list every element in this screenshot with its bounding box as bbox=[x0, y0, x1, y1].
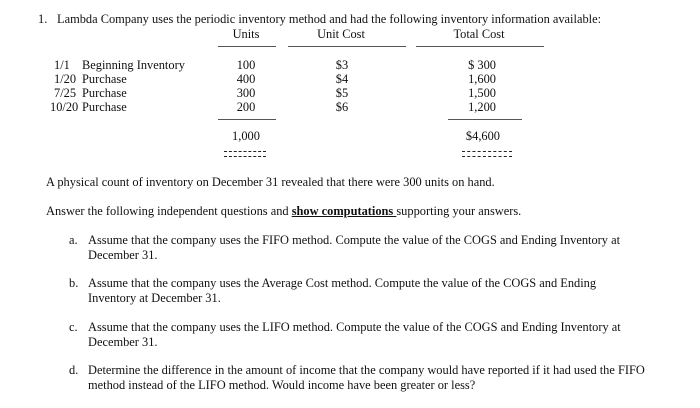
question-letter: a. bbox=[69, 233, 78, 247]
row-date: 1/20 bbox=[54, 72, 77, 86]
row-unit-cost: $6 bbox=[335, 100, 349, 114]
unit-cost-header-rule bbox=[288, 46, 406, 47]
units-header: Units bbox=[232, 27, 260, 41]
total-cost-double-rule bbox=[462, 151, 512, 157]
total-cost-header-rule bbox=[416, 46, 544, 47]
total-cost-total: $4,600 bbox=[465, 129, 500, 143]
question-letter: c. bbox=[69, 320, 78, 334]
total-cost-header: Total Cost bbox=[453, 27, 505, 41]
row-unit-cost: $5 bbox=[335, 86, 349, 100]
question-text: Determine the difference in the amount of income that the company would have reported if it had used the FIFO method instead of the LIFO method. Would income have been greater or less? bbox=[88, 363, 645, 392]
question-letter: d. bbox=[69, 363, 79, 377]
units-double-rule bbox=[224, 151, 266, 157]
row-total-cost: 1,200 bbox=[468, 100, 496, 114]
total-cost-subtotal-rule bbox=[448, 119, 522, 120]
row-units: 100 bbox=[236, 58, 256, 72]
physical-count-text: A physical count of inventory on December 31 revealed that there were 300 units on hand. bbox=[46, 175, 495, 189]
units-subtotal-rule bbox=[218, 119, 276, 120]
problem-intro: Lambda Company uses the periodic inventory method and had the following inventory information available: bbox=[57, 12, 602, 26]
row-unit-cost: $3 bbox=[335, 58, 349, 72]
row-description: Beginning Inventory bbox=[82, 58, 185, 72]
row-units: 300 bbox=[236, 86, 256, 100]
instructions-text bbox=[46, 204, 521, 218]
row-description: Purchase bbox=[82, 72, 127, 86]
show-computations-emphasis: show computations bbox=[291, 204, 397, 218]
units-header-rule bbox=[218, 46, 276, 47]
row-date: 1/1 bbox=[54, 58, 70, 72]
instructions-before: Answer the following independent questions and bbox=[46, 204, 292, 218]
question-text: Assume that the company uses the Average Cost method. Compute the value of the COGS and Ending Inventory at December 31. bbox=[88, 276, 597, 305]
row-units: 400 bbox=[236, 72, 256, 86]
units-total: 1,000 bbox=[232, 129, 260, 143]
row-unit-cost: $4 bbox=[335, 72, 349, 86]
row-total-cost: $ 300 bbox=[468, 58, 496, 72]
row-total-cost: 1,500 bbox=[468, 86, 496, 100]
row-date: 10/20 bbox=[50, 100, 79, 114]
row-date: 7/25 bbox=[54, 86, 77, 100]
row-description: Purchase bbox=[82, 100, 127, 114]
question-text: Assume that the company uses the LIFO method. Compute the value of the COGS and Ending Inventory at December 31. bbox=[88, 320, 621, 349]
question-text: Assume that the company uses the FIFO method. Compute the value of the COGS and Ending Inventory at December 31. bbox=[88, 233, 621, 262]
problem-number: 1. bbox=[38, 12, 48, 26]
unit-cost-header: Unit Cost bbox=[317, 27, 365, 41]
row-description: Purchase bbox=[82, 86, 127, 100]
row-units: 200 bbox=[236, 100, 256, 114]
row-total-cost: 1,600 bbox=[468, 72, 496, 86]
question-letter: b. bbox=[69, 276, 79, 290]
instructions-after: supporting your answers. bbox=[396, 204, 522, 218]
